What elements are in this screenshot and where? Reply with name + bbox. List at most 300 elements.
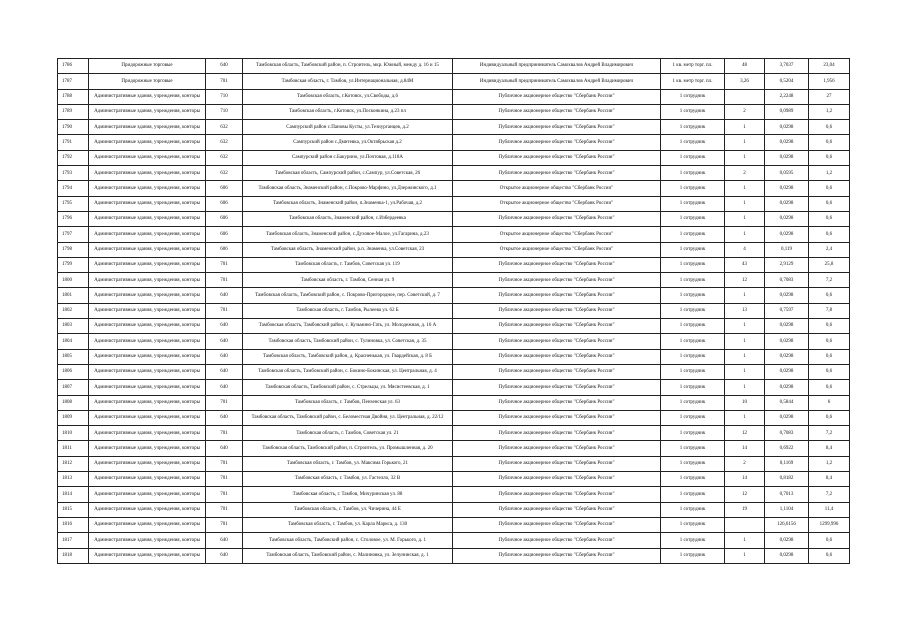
cell-coefficient: 1,1104: [765, 502, 809, 517]
cell-object-type: Придорожные торговые: [89, 59, 206, 74]
cell-address: Тамбовская область, г.Котовск, ул.Посконкина, д.23 пл: [243, 104, 453, 119]
cell-quantity: 13: [725, 303, 765, 318]
cell-quantity: 12: [725, 273, 765, 288]
cell-unit: 1 сотрудник: [661, 548, 725, 563]
cell-object-type: Административные здания, учреждения, конторы: [89, 364, 206, 379]
cell-coefficient: 0,0298: [765, 364, 809, 379]
cell-total: 1,2: [809, 104, 850, 119]
cell-owner: Публичное акционерное общество "Сбербанк России": [453, 395, 661, 410]
cell-coefficient: 0,7597: [765, 303, 809, 318]
cell-owner: Публичное акционерное общество "Сбербанк России": [453, 441, 661, 456]
cell-object-type: Административные здания, учреждения, конторы: [89, 517, 206, 532]
cell-coefficient: 0,0298: [765, 211, 809, 226]
cell-coefficient: 0,5844: [765, 395, 809, 410]
cell-total: 2,4: [809, 242, 850, 257]
cell-quantity: 14: [725, 441, 765, 456]
table-row: [58, 349, 850, 364]
cell-coefficient: 0,0989: [765, 104, 809, 119]
cell-total: 7,2: [809, 426, 850, 441]
table-row: [58, 303, 850, 318]
cell-number: 1813: [58, 472, 89, 487]
table-row: [58, 380, 850, 395]
cell-address: Тамбовская область, г. Тамбов, Рылеева ул. 62 Б: [243, 303, 453, 318]
cell-quantity: 2: [725, 456, 765, 471]
cell-address: Тамбовская область, Тамбовский район, с. Малиновка, ул. Зелунинская, д. 1: [243, 548, 453, 563]
cell-address: Тамбовская область, Тамбовский район, п. Строитель, мкр. Южный, между д. 16 и 15: [243, 59, 453, 74]
cell-total: 0,6: [809, 380, 850, 395]
cell-coefficient: 0,0298: [765, 181, 809, 196]
cell-number: 1786: [58, 59, 89, 74]
cell-object-type: Административные здания, учреждения, конторы: [89, 410, 206, 425]
cell-unit: 1 сотрудник: [661, 211, 725, 226]
cell-address: Тамбовская область, г. Тамбов, Советская ул. 21: [243, 426, 453, 441]
cell-address: Тамбовская область, Знаменский район, с.Покрово-Марфино, ул.Дзержинского, д.1: [243, 181, 453, 196]
cell-code: 606: [206, 196, 243, 211]
cell-owner: Открытое акционерное общество "Сбербанк России": [453, 181, 661, 196]
cell-code: 640: [206, 288, 243, 303]
cell-address: Тамбовская область, г.Котовск, ул.Свободы, д.6: [243, 89, 453, 104]
cell-object-type: Административные здания, учреждения, конторы: [89, 181, 206, 196]
cell-code: 710: [206, 89, 243, 104]
cell-coefficient: 0,7013: [765, 487, 809, 502]
table-row: [58, 120, 850, 135]
cell-code: 640: [206, 380, 243, 395]
cell-number: 1794: [58, 181, 89, 196]
cell-coefficient: 0,119: [765, 242, 809, 257]
cell-total: 23,04: [809, 59, 850, 74]
cell-address: Тамбовская область, г. Тамбов, Сенная ул. 9: [243, 273, 453, 288]
cell-address: Тамбовская область, г. Тамбов, Мичуринская ул. 88: [243, 487, 453, 502]
cell-owner: Индивидуальный предприниматель Самохвалов Андрей Владимирович: [453, 59, 661, 74]
cell-owner: Открытое акционерное общество "Сбербанк России": [453, 227, 661, 242]
cell-unit: 1 сотрудник: [661, 196, 725, 211]
cell-unit: 1 сотрудник: [661, 441, 725, 456]
cell-total: 0,6: [809, 135, 850, 150]
cell-object-type: Административные здания, учреждения, конторы: [89, 303, 206, 318]
table-row: [58, 472, 850, 487]
cell-address: Тамбовская область, Тамбовский район, с. Беломестная Двойня, ул. Центральная, д. 22/12: [243, 410, 453, 425]
cell-unit: 1 сотрудник: [661, 349, 725, 364]
cell-object-type: Административные здания, учреждения, конторы: [89, 135, 206, 150]
table-row: [58, 487, 850, 502]
cell-quantity: 1: [725, 548, 765, 563]
cell-owner: Открытое акционерное общество "Сбербанк России": [453, 196, 661, 211]
table-row: [58, 456, 850, 471]
cell-total: 0,6: [809, 227, 850, 242]
cell-total: 0,6: [809, 364, 850, 379]
table-row: [58, 502, 850, 517]
cell-number: 1797: [58, 227, 89, 242]
cell-owner: Публичное акционерное общество "Сбербанк России": [453, 349, 661, 364]
cell-quantity: 2: [725, 104, 765, 119]
cell-number: 1793: [58, 166, 89, 181]
cell-quantity: 19: [725, 502, 765, 517]
cell-total: 0,6: [809, 181, 850, 196]
cell-number: 1808: [58, 395, 89, 410]
cell-code: 701: [206, 74, 243, 89]
table-row: [58, 410, 850, 425]
cell-unit: 1 сотрудник: [661, 104, 725, 119]
cell-unit: 1 кв. метр торг. пл.: [661, 59, 725, 74]
cell-number: 1815: [58, 502, 89, 517]
cell-number: 1791: [58, 135, 89, 150]
cell-owner: Публичное акционерное общество "Сбербанк России": [453, 150, 661, 165]
cell-total: 0,6: [809, 288, 850, 303]
cell-coefficient: 0,0595: [765, 166, 809, 181]
cell-number: 1807: [58, 380, 89, 395]
cell-coefficient: 0,0298: [765, 135, 809, 150]
cell-number: 1798: [58, 242, 89, 257]
table-body: [58, 59, 850, 564]
table-row: [58, 211, 850, 226]
cell-unit: 1 сотрудник: [661, 517, 725, 532]
cell-address: Тамбовская область, Тамбовский район, п. Строитель, ул. Промышленная, д. 20: [243, 441, 453, 456]
cell-total: 8,4: [809, 441, 850, 456]
cell-code: 640: [206, 533, 243, 548]
cell-object-type: Административные здания, учреждения, конторы: [89, 120, 206, 135]
cell-code: 606: [206, 181, 243, 196]
cell-total: 0,6: [809, 211, 850, 226]
cell-owner: Индивидуальный предприниматель Самохвалов Андрей Владимирович: [453, 74, 661, 89]
cell-object-type: Административные здания, учреждения, конторы: [89, 548, 206, 563]
cell-owner: Публичное акционерное общество "Сбербанк России": [453, 120, 661, 135]
cell-number: 1796: [58, 211, 89, 226]
cell-code: 632: [206, 166, 243, 181]
cell-quantity: 1: [725, 533, 765, 548]
cell-object-type: Административные здания, учреждения, конторы: [89, 166, 206, 181]
cell-coefficient: 3,7037: [765, 59, 809, 74]
cell-total: 0,6: [809, 120, 850, 135]
cell-code: 632: [206, 150, 243, 165]
cell-address: Тамбовская область, Знаменский район, с.Избердеевка: [243, 211, 453, 226]
table-row: [58, 364, 850, 379]
cell-number: 1802: [58, 303, 89, 318]
cell-unit: 1 сотрудник: [661, 89, 725, 104]
cell-quantity: 48: [725, 59, 765, 74]
cell-quantity: [725, 89, 765, 104]
cell-number: 1801: [58, 288, 89, 303]
cell-number: 1789: [58, 104, 89, 119]
cell-address: Тамбовская область, Тамбовский район, с. Стрельцы, ул. Мясистеевская, д. 1: [243, 380, 453, 395]
cell-code: 701: [206, 517, 243, 532]
table-row: [58, 533, 850, 548]
table-row: [58, 334, 850, 349]
cell-total: 7,2: [809, 487, 850, 502]
cell-coefficient: 2,2248: [765, 89, 809, 104]
cell-coefficient: 0,0298: [765, 150, 809, 165]
cell-unit: 1 сотрудник: [661, 288, 725, 303]
cell-address: Тамбовская область, г. Тамбов, ул. Гастелло, 32 В: [243, 472, 453, 487]
cell-number: 1799: [58, 257, 89, 272]
cell-unit: 1 сотрудник: [661, 364, 725, 379]
cell-quantity: 1: [725, 380, 765, 395]
cell-code: 606: [206, 242, 243, 257]
cell-owner: Публичное акционерное общество "Сбербанк России": [453, 380, 661, 395]
cell-owner: Публичное акционерное общество "Сбербанк России": [453, 548, 661, 563]
cell-address: Тамбовская область, Знаменский район, с.Духовое-Малое, ул.Гагарина, д.23: [243, 227, 453, 242]
cell-total: 25,8: [809, 257, 850, 272]
cell-owner: Публичное акционерное общество "Сбербанк России": [453, 257, 661, 272]
cell-object-type: Административные здания, учреждения, конторы: [89, 273, 206, 288]
cell-number: 1805: [58, 349, 89, 364]
cell-coefficient: 0,7083: [765, 426, 809, 441]
table-row: [58, 59, 850, 74]
cell-unit: 1 сотрудник: [661, 257, 725, 272]
cell-code: 701: [206, 456, 243, 471]
cell-code: 640: [206, 319, 243, 334]
cell-code: 701: [206, 273, 243, 288]
cell-owner: Публичное акционерное общество "Сбербанк России": [453, 211, 661, 226]
cell-owner: Публичное акционерное общество "Сбербанк России": [453, 487, 661, 502]
cell-unit: 1 сотрудник: [661, 319, 725, 334]
table-row: [58, 242, 850, 257]
cell-number: 1814: [58, 487, 89, 502]
cell-object-type: Административные здания, учреждения, конторы: [89, 319, 206, 334]
cell-number: 1787: [58, 74, 89, 89]
cell-coefficient: 0,8182: [765, 472, 809, 487]
cell-quantity: 1: [725, 181, 765, 196]
cell-code: 701: [206, 257, 243, 272]
cell-code: 640: [206, 334, 243, 349]
table-row: [58, 548, 850, 563]
cell-total: 1,956: [809, 74, 850, 89]
cell-unit: 1 сотрудник: [661, 135, 725, 150]
cell-total: 0,6: [809, 349, 850, 364]
cell-code: 701: [206, 395, 243, 410]
cell-coefficient: 0,6922: [765, 441, 809, 456]
cell-object-type: Административные здания, учреждения, конторы: [89, 196, 206, 211]
table-row: [58, 288, 850, 303]
cell-owner: Публичное акционерное общество "Сбербанк России": [453, 273, 661, 288]
cell-total: 27: [809, 89, 850, 104]
cell-unit: 1 сотрудник: [661, 334, 725, 349]
cell-coefficient: 0,7083: [765, 273, 809, 288]
table-row: [58, 273, 850, 288]
cell-owner: Публичное акционерное общество "Сбербанк России": [453, 319, 661, 334]
cell-object-type: Административные здания, учреждения, конторы: [89, 441, 206, 456]
cell-total: 8,4: [809, 472, 850, 487]
cell-number: 1811: [58, 441, 89, 456]
cell-total: 0,6: [809, 548, 850, 563]
cell-number: 1818: [58, 548, 89, 563]
cell-quantity: 1: [725, 120, 765, 135]
table-row: [58, 319, 850, 334]
cell-total: 0,6: [809, 410, 850, 425]
cell-object-type: Административные здания, учреждения, конторы: [89, 533, 206, 548]
cell-address: Тамбовская область, Тамбовский район, с. Кузьмино-Гать, ул. Молодежная, д. 16 А: [243, 319, 453, 334]
cell-quantity: 2: [725, 166, 765, 181]
cell-object-type: Административные здания, учреждения, конторы: [89, 242, 206, 257]
cell-code: 640: [206, 548, 243, 563]
cell-total: 0,6: [809, 319, 850, 334]
cell-address: Сампурский район с.Пановы Кусты, ул.Тезиурганцев, д.2: [243, 120, 453, 135]
cell-code: 701: [206, 502, 243, 517]
cell-owner: Публичное акционерное общество "Сбербанк России": [453, 456, 661, 471]
cell-object-type: Административные здания, учреждения, конторы: [89, 456, 206, 471]
cell-coefficient: 0,0298: [765, 548, 809, 563]
cell-address: Тамбовская область, Тамбовский район, с. Покрово-Пригородное, пер. Советский, д. 7: [243, 288, 453, 303]
cell-coefficient: 0,0298: [765, 533, 809, 548]
table-row: [58, 426, 850, 441]
cell-total: 1,2: [809, 166, 850, 181]
table-row: [58, 74, 850, 89]
cell-owner: Публичное акционерное общество "Сбербанк России": [453, 533, 661, 548]
cell-address: Тамбовская область, Сампурский район, с.Сампур, ул.Советская, 26: [243, 166, 453, 181]
cell-unit: 1 сотрудник: [661, 487, 725, 502]
cell-code: 640: [206, 410, 243, 425]
cell-unit: 1 сотрудник: [661, 395, 725, 410]
cell-quantity: 1: [725, 227, 765, 242]
cell-quantity: 1: [725, 410, 765, 425]
cell-owner: Публичное акционерное общество "Сбербанк России": [453, 472, 661, 487]
table-row: [58, 395, 850, 410]
cell-address: Тамбовская область, г. Тамбов, ул. Чичерина, 44 Е: [243, 502, 453, 517]
cell-unit: 1 сотрудник: [661, 533, 725, 548]
cell-number: 1788: [58, 89, 89, 104]
cell-code: 701: [206, 426, 243, 441]
cell-unit: 1 сотрудник: [661, 242, 725, 257]
cell-owner: Открытое акционерное общество "Сбербанк России": [453, 242, 661, 257]
cell-address: Тамбовская область, Тамбовский район, с. Бокино-Бокинская, ул. Центральная, д. 4: [243, 364, 453, 379]
cell-code: 640: [206, 364, 243, 379]
cell-number: 1817: [58, 533, 89, 548]
cell-unit: 1 сотрудник: [661, 227, 725, 242]
cell-address: Тамбовская область, Знаменский район, р.п. Знаменка, ул.Советская, 23: [243, 242, 453, 257]
cell-coefficient: 0,1169: [765, 456, 809, 471]
cell-coefficient: 126,6156: [765, 517, 809, 532]
cell-unit: 1 сотрудник: [661, 303, 725, 318]
cell-code: 710: [206, 104, 243, 119]
cell-quantity: 1: [725, 196, 765, 211]
cell-quantity: 1: [725, 364, 765, 379]
cell-quantity: 1: [725, 319, 765, 334]
cell-number: 1803: [58, 319, 89, 334]
cell-unit: 1 сотрудник: [661, 120, 725, 135]
cell-object-type: Административные здания, учреждения, конторы: [89, 395, 206, 410]
table-row: [58, 517, 850, 532]
cell-owner: Публичное акционерное общество "Сбербанк России": [453, 426, 661, 441]
cell-object-type: Административные здания, учреждения, конторы: [89, 104, 206, 119]
cell-unit: 1 сотрудник: [661, 456, 725, 471]
cell-coefficient: 0,0298: [765, 410, 809, 425]
cell-coefficient: 0,0298: [765, 334, 809, 349]
cell-quantity: 4: [725, 242, 765, 257]
cell-code: 640: [206, 349, 243, 364]
cell-total: 6: [809, 395, 850, 410]
cell-unit: 1 сотрудник: [661, 472, 725, 487]
cell-address: Тамбовская область, г. Тамбов, Пензенская ул. 63: [243, 395, 453, 410]
cell-code: 632: [206, 120, 243, 135]
cell-owner: Публичное акционерное общество "Сбербанк России": [453, 410, 661, 425]
cell-code: 701: [206, 472, 243, 487]
cell-object-type: Административные здания, учреждения, конторы: [89, 89, 206, 104]
cell-address: Тамбовская область, Тамбовский район, д. Красненькая, ул. Гвардейская, д. 8 Б: [243, 349, 453, 364]
cell-unit: 1 сотрудник: [661, 150, 725, 165]
cell-number: 1812: [58, 456, 89, 471]
cell-quantity: 10: [725, 395, 765, 410]
cell-coefficient: 2,9129: [765, 257, 809, 272]
cell-owner: Публичное акционерное общество "Сбербанк России": [453, 135, 661, 150]
cell-owner: Публичное акционерное общество "Сбербанк России": [453, 334, 661, 349]
cell-object-type: Административные здания, учреждения, конторы: [89, 227, 206, 242]
cell-owner: Публичное акционерное общество "Сбербанк России": [453, 364, 661, 379]
cell-quantity: [725, 517, 765, 532]
cell-owner: Публичное акционерное общество "Сбербанк России": [453, 89, 661, 104]
table-row: [58, 227, 850, 242]
cell-quantity: 43: [725, 257, 765, 272]
cell-code: 606: [206, 227, 243, 242]
table-row: [58, 441, 850, 456]
table-row: [58, 89, 850, 104]
cell-quantity: 1: [725, 211, 765, 226]
cell-unit: 1 сотрудник: [661, 380, 725, 395]
cell-quantity: 1: [725, 135, 765, 150]
cell-coefficient: 0,0298: [765, 120, 809, 135]
cell-coefficient: 0,0298: [765, 349, 809, 364]
table-row: [58, 257, 850, 272]
cell-code: 640: [206, 441, 243, 456]
cell-quantity: 3,26: [725, 74, 765, 89]
cell-quantity: 14: [725, 472, 765, 487]
cell-code: 701: [206, 303, 243, 318]
cell-owner: Публичное акционерное общество "Сбербанк России": [453, 502, 661, 517]
cell-owner: Публичное акционерное общество "Сбербанк России": [453, 303, 661, 318]
cell-quantity: 12: [725, 426, 765, 441]
cell-total: 7,2: [809, 273, 850, 288]
waste-registry-table: [57, 58, 850, 564]
cell-coefficient: 0,0298: [765, 227, 809, 242]
cell-total: 7,8: [809, 303, 850, 318]
cell-quantity: 1: [725, 349, 765, 364]
table-row: [58, 150, 850, 165]
cell-address: Тамбовская область, г. Тамбов, ул. Карла Маркса, д. 130: [243, 517, 453, 532]
cell-object-type: Административные здания, учреждения, конторы: [89, 150, 206, 165]
cell-quantity: 1: [725, 150, 765, 165]
table-row: [58, 135, 850, 150]
cell-coefficient: 0,0298: [765, 288, 809, 303]
cell-number: 1810: [58, 426, 89, 441]
cell-object-type: Административные здания, учреждения, конторы: [89, 211, 206, 226]
cell-total: 1299,996: [809, 517, 850, 532]
cell-address: Тамбовская область, г. Тамбов, ул.Интернациональная, д.84М: [243, 74, 453, 89]
cell-number: 1800: [58, 273, 89, 288]
cell-object-type: Административные здания, учреждения, конторы: [89, 380, 206, 395]
cell-object-type: Придорожные торговые: [89, 74, 206, 89]
cell-number: 1790: [58, 120, 89, 135]
cell-number: 1795: [58, 196, 89, 211]
cell-address: Тамбовская область, Знаменский район, п.Знаменка-1, ул.Рабочая, д.2: [243, 196, 453, 211]
cell-total: 0,6: [809, 196, 850, 211]
cell-code: 632: [206, 135, 243, 150]
cell-address: Тамбовская область, г. Тамбов, Советская ул. 119: [243, 257, 453, 272]
cell-object-type: Административные здания, учреждения, конторы: [89, 472, 206, 487]
cell-object-type: Административные здания, учреждения, конторы: [89, 288, 206, 303]
cell-coefficient: 0,0298: [765, 196, 809, 211]
cell-total: 11,4: [809, 502, 850, 517]
cell-quantity: 1: [725, 334, 765, 349]
cell-unit: 1 сотрудник: [661, 166, 725, 181]
cell-number: 1806: [58, 364, 89, 379]
cell-address: Тамбовская область, Тамбовский район, с. Столовое, ул. М. Горького, д. 1: [243, 533, 453, 548]
cell-total: 1,2: [809, 456, 850, 471]
table-row: [58, 166, 850, 181]
cell-quantity: 1: [725, 288, 765, 303]
cell-owner: Публичное акционерное общество "Сбербанк России": [453, 104, 661, 119]
cell-object-type: Административные здания, учреждения, конторы: [89, 334, 206, 349]
cell-code: 701: [206, 487, 243, 502]
cell-owner: Публичное акционерное общество "Сбербанк России": [453, 517, 661, 532]
cell-total: 0,6: [809, 150, 850, 165]
